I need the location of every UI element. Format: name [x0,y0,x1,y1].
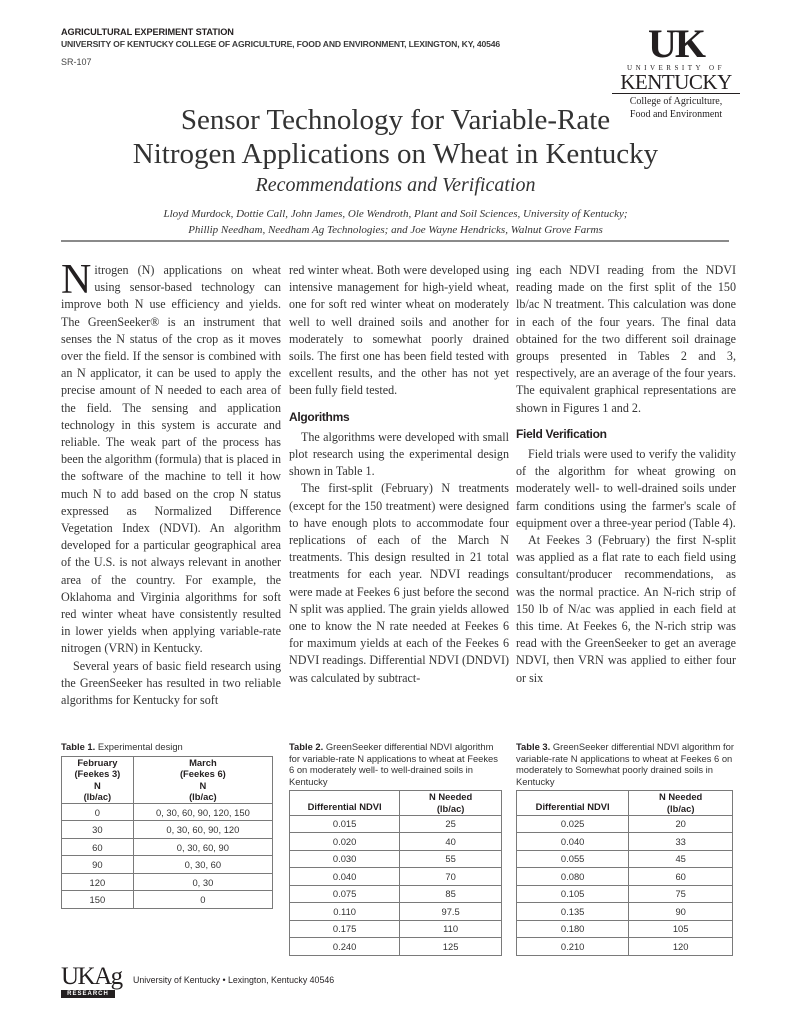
paragraph-dndvi-continued: ing each NDVI reading from the NDVI reading made on the first split of the 150 lb/ac N treatment. This calculation was done in each of the four years. The final data obtained for the two different soil drainage groups presented in Tables 2 and 3, respectively, are an average of the four years. The equivalent graphical representations are shown in Figures 1 and 2. [516,263,736,415]
table2-cell: 110 [400,920,502,938]
table2-cell: 0.075 [290,885,400,903]
header-line: (lb/ac) [436,802,465,814]
table2-cell: 0.040 [290,868,400,886]
table2-row [290,885,502,903]
table-2-header-ndvi: Differential NDVI [290,791,400,815]
table2-cell: 70 [400,868,502,886]
table2-cell: 0.175 [290,920,400,938]
table1-row [62,891,273,909]
ukag-logo-text: UKAg [61,963,122,990]
table2-row [290,833,502,851]
table3-cell: 33 [629,833,733,851]
table2-cell: 0.240 [290,938,400,956]
uk-logo-college-line1: College of Agriculture, [629,96,723,107]
table3-row [517,868,733,886]
table-3-caption [516,741,734,787]
body-column-1 [61,257,281,709]
table3-cell: 0.180 [517,920,629,938]
table-1-label: Table 1. [61,741,96,752]
table3-row [517,903,733,921]
table-3-header-row [517,791,733,815]
table-1-grid [61,756,273,909]
table2-row [290,815,502,833]
table-3 [516,741,734,956]
table1-row [62,873,273,891]
table-1 [61,741,276,909]
table2-cell: 97.5 [400,903,502,921]
title-line-2: Nitrogen Applications on Wheat in Kentucky [132,138,659,170]
table3-cell: 90 [629,903,733,921]
paragraph-field-trials: Field trials were used to verify the validity of the algorithm for wheat growing on moderately well- to well-drained soils under farm conditions using the farmer's scale of equipment over a three-year period (Table 4). [516,447,736,530]
table1-cell: 150 [62,891,134,909]
paragraph-first-split: The first-split (February) N treatments (except for the 150 treatment) were designed to have enough plots to accommodate four replications of each of the March N treatments. This design resulted in 21 total treatments for each year. NDVI readings were made at Feekes 6 just before the second N split was applied. The grain yields allowed one to know the N rate needed at Feekes 6 for maximum yields at each of the Feekes 6 NDVI readings. Differential NDVI (DNDVI) was calculated by subtract- [289,481,509,685]
header-line: N [199,779,207,791]
table3-cell: 0.040 [517,833,629,851]
table3-cell: 0.055 [517,850,629,868]
table3-cell: 20 [629,815,733,833]
header-line: (lb/ac) [189,791,217,803]
header-line: (lb/ac) [83,791,112,803]
body-column-3 [516,262,736,687]
table-1-header-march [133,756,272,803]
table3-cell: 45 [629,850,733,868]
table2-row [290,903,502,921]
table3-row [517,833,733,851]
table1-cell: 0, 30 [133,873,272,891]
table3-cell: 0.210 [517,938,629,956]
table1-cell: 0, 30, 60 [133,856,272,874]
table-2-label: Table 2. [289,741,324,752]
table2-row [290,868,502,886]
table3-cell: 105 [629,920,733,938]
table3-row [517,850,733,868]
uk-logo-kentucky: KENTUCKY [612,72,740,94]
table1-cell: 0, 30, 60, 90 [133,838,272,856]
footer-address: University of Kentucky • Lexington, Kentucky 40546 [133,975,335,985]
drop-cap: N [61,257,92,303]
table-2-caption-text: GreenSeeker differential NDVI algorithm for variable-rate N applications to wheat at Feekes 6 on moderately well- to well-drained soils in Kentucky [289,741,498,787]
body-column-2 [289,262,509,687]
table3-row [517,920,733,938]
table-2-header-n-needed [400,791,502,815]
table1-cell: 60 [62,838,134,856]
authors-line-1: Lloyd Murdock, Dottie Call, John James, Ole Wendroth, Plant and Soil Sciences, University of Kentucky; [163,208,628,220]
uk-logo-college-line2: Food and Environment [629,109,723,120]
table3-row [517,885,733,903]
table2-row [290,850,502,868]
authors [0,206,791,238]
document-title [0,103,791,171]
table-3-label: Table 3. [516,741,551,752]
header-line: N Needed [429,791,473,803]
table-3-header-n-needed [629,791,733,815]
ukag-logo-research-bar: RESEARCH [61,990,115,998]
footer [61,965,334,1001]
heading-algorithms: Algorithms [289,409,350,424]
table1-row [62,803,273,821]
table3-row [517,815,733,833]
table1-cell: 0 [62,803,134,821]
paragraph-algorithms: The algorithms were developed with small plot research using the experimental design shown in Table 1. [289,429,509,479]
header-line: (lb/ac) [666,802,695,814]
table3-row [517,938,733,956]
paragraph-feekes-3: At Feekes 3 (February) the first N-split was applied as a flat rate to each field using consultant/producer recommendations, as was the normal practice. An N-rich strip of 150 lb of N/ac was applied in each field at this time. At Feekes 6, the N-rich strip was read with the GreenSeeker to get an average NDVI, then VRN was applied to either four or six [516,533,736,685]
table1-row [62,856,273,874]
table3-cell: 0.105 [517,885,629,903]
table-1-caption [61,741,276,753]
table2-cell: 0.020 [290,833,400,851]
table-3-grid [516,790,733,955]
table1-cell: 30 [62,821,134,839]
uk-logo-mark: UK [648,21,704,66]
university-line: UNIVERSITY OF KENTUCKY COLLEGE OF AGRICULTURE, FOOD AND ENVIRONMENT, LEXINGTON, KY, 40546 [61,39,500,49]
uk-logo-university-of: UNIVERSITY OF [627,64,725,72]
heading-field-verification: Field Verification [516,426,607,441]
table2-cell: 55 [400,850,502,868]
table1-row [62,821,273,839]
authors-line-2: Phillip Needham, Needham Ag Technologies; and Joe Wayne Hendricks, Walnut Grove Farms [188,224,603,236]
table3-cell: 120 [629,938,733,956]
intro-text: itrogen (N) applications on wheat using sensor-based technology can improve both N use efficiency and yields. The GreenSeeker® is an instrument that senses the N status of the crop as it moves over the field. If the sensor is combined with an N applicator, it can be used to apply the precise amount of N needed to each area of the field. The sensing and application technology in this system is accurate and reliable. The weak part of the process has been the algorithm (formula) that is placed in the software of the machine to tell it how much N to add based on the crop N status expressed as Normalized Difference Vegetation Index (NDVI). An algorithm developed for a particular geographical area of the U.S. is not always relevant in another area of the country. For example, the Oklahoma and Virginia algorithms for soft red winter wheat have consistently resulted in lower yields when applying variable-rate nitrogen (VRN) in Kentucky. [61,263,281,656]
table3-cell: 60 [629,868,733,886]
table-1-header-row [62,756,273,803]
table2-cell: 0.015 [290,815,400,833]
table1-cell: 0, 30, 60, 90, 120, 150 [133,803,272,821]
report-id: SR-107 [61,57,92,67]
header-line: N [93,779,101,791]
table1-cell: 0, 30, 60, 90, 120 [133,821,272,839]
table2-row [290,920,502,938]
table-2-grid [289,790,502,955]
table2-cell: 25 [400,815,502,833]
table-3-header-ndvi: Differential NDVI [517,791,629,815]
station-name: AGRICULTURAL EXPERIMENT STATION [61,27,234,37]
header-line: (Feekes 6) [179,768,226,780]
paragraph-continued: red winter wheat. Both were developed using intensive management for high-yield wheat, one for soft red winter wheat on moderately well to well drained soils and another for moderately to somewhat poorly drained soils. The first one has been field tested with excellent results, and the other has not yet been fully field tested. [289,263,509,398]
header-line: (Feekes 3) [74,768,121,780]
table-2-caption [289,741,504,787]
title-line-1: Sensor Technology for Variable-Rate [180,104,611,136]
table1-row [62,838,273,856]
table3-cell: 0.025 [517,815,629,833]
document-subtitle: Recommendations and Verification [255,174,536,196]
table2-cell: 0.030 [290,850,400,868]
table2-row [290,938,502,956]
table1-cell: 90 [62,856,134,874]
header-rule [61,240,729,242]
header-line: N Needed [659,791,703,803]
intro-paragraph [61,257,281,658]
table-1-caption-text: Experimental design [95,741,183,752]
table3-cell: 75 [629,885,733,903]
header-line: March [189,756,217,768]
table3-cell: 0.080 [517,868,629,886]
table2-cell: 40 [400,833,502,851]
table1-cell: 120 [62,873,134,891]
table-2 [289,741,504,956]
table-2-header-row [290,791,502,815]
paragraph-algorithms-summary: Several years of basic field research using the GreenSeeker has resulted in two reliable algorithms for Kentucky for soft [61,658,281,708]
header-line: February [77,756,118,768]
table2-cell: 0.110 [290,903,400,921]
ukag-research-logo [61,965,127,1001]
table2-cell: 85 [400,885,502,903]
table2-cell: 125 [400,938,502,956]
table1-cell: 0 [133,891,272,909]
table-3-caption-text: GreenSeeker differential NDVI algorithm for variable-rate N applications to wheat at Feekes 6 on moderately to Somewhat poorly drained soils in Kentucky [516,741,734,787]
table-1-header-february [62,756,134,803]
table3-cell: 0.135 [517,903,629,921]
